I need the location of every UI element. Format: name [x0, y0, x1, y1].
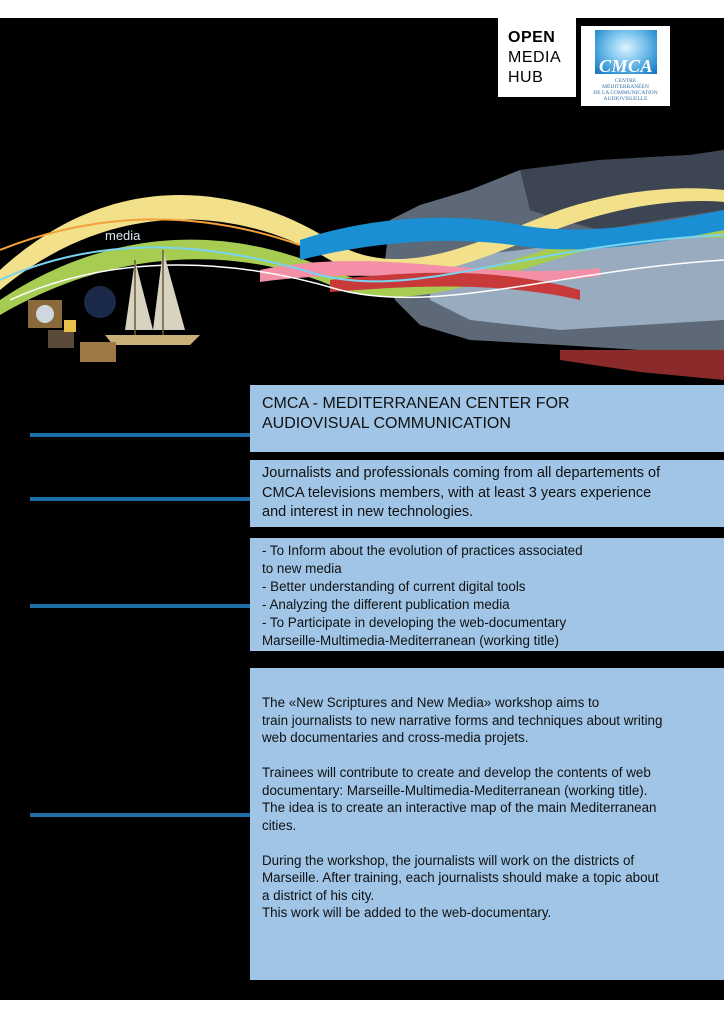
- section-rule-description: [30, 813, 250, 817]
- organizer-line: AUDIOVISUAL COMMUNICATION: [262, 415, 511, 432]
- logo-line-hub: HUB: [508, 69, 544, 86]
- participants-line: Journalists and professionals coming from all departements of: [262, 465, 661, 481]
- media-icons-cluster: [28, 286, 116, 362]
- objectives-panel: [250, 538, 724, 651]
- open-media-hub-logo: [498, 18, 576, 97]
- paragraph-gap: [262, 834, 712, 852]
- description-line: Trainees will contribute to create and develop the contents of web: [262, 765, 651, 780]
- objectives-line: to new media: [262, 561, 342, 576]
- description-line: train journalists to new narrative forms and techniques about writing: [262, 712, 663, 728]
- organizer-panel: [250, 385, 724, 452]
- cmca-logo: [581, 26, 670, 106]
- logo-line-open: OPEN: [508, 29, 556, 46]
- section-rule-objectives: [30, 604, 250, 608]
- organizer-line: CMCA - MEDITERRANEAN CENTER FOR: [262, 395, 570, 412]
- description-line: During the workshop, the journalists will work on the districts of: [262, 852, 635, 868]
- cmca-subtitle-line: DE LA COMMUNICATION: [593, 90, 658, 96]
- objectives-line: - Better understanding of current digital tools: [262, 579, 526, 594]
- description-line: The idea is to create an interactive map of the main Mediterranean: [262, 800, 657, 815]
- section-rule-participants: [30, 497, 250, 501]
- objectives-line: - To Inform about the evolution of practices associated: [262, 543, 583, 558]
- banner-media-word: media: [105, 228, 141, 243]
- objectives-line: - To Participate in developing the web-documentary: [262, 615, 567, 630]
- description-line: Marseille. After training, each journalists should make a topic about: [262, 870, 659, 885]
- cmca-subtitle-line: CENTRE: [614, 78, 637, 84]
- participants-panel: [250, 460, 724, 527]
- description-line: cities.: [262, 817, 297, 833]
- paragraph-gap: [262, 747, 712, 765]
- cmca-subtitle-line: AUDIOVISUELLE: [603, 96, 648, 102]
- participants-line: and interest in new technologies.: [262, 504, 474, 520]
- description-line: This work will be added to the web-documentary.: [262, 905, 552, 920]
- description-line: web documentaries and cross-media projets.: [262, 730, 529, 745]
- logo-line-media: MEDIA: [508, 49, 562, 66]
- description-line: The «New Scriptures and New Media» workshop aims to: [262, 695, 600, 710]
- participants-line: CMCA televisions members, with at least 3 years experience: [262, 484, 652, 501]
- objectives-line: Marseille-Multimedia-Mediterranean (working title): [262, 633, 559, 648]
- ribbon-dark-red: [560, 350, 724, 380]
- description-panel: [250, 668, 724, 980]
- section-rule-organizer: [30, 433, 250, 437]
- objectives-line: - Analyzing the different publication media: [262, 597, 510, 612]
- cmca-subtitle-line: MÉDITERRANÉEN: [602, 84, 649, 90]
- banner-artwork: [0, 150, 724, 390]
- description-line: a district of his city.: [262, 887, 375, 903]
- cmca-logo-subtitle: [585, 78, 666, 102]
- description-line: documentary: Marseille-Multimedia-Mediterranean (working title).: [262, 782, 648, 798]
- cmca-logo-wordmark: CMCA: [598, 56, 654, 76]
